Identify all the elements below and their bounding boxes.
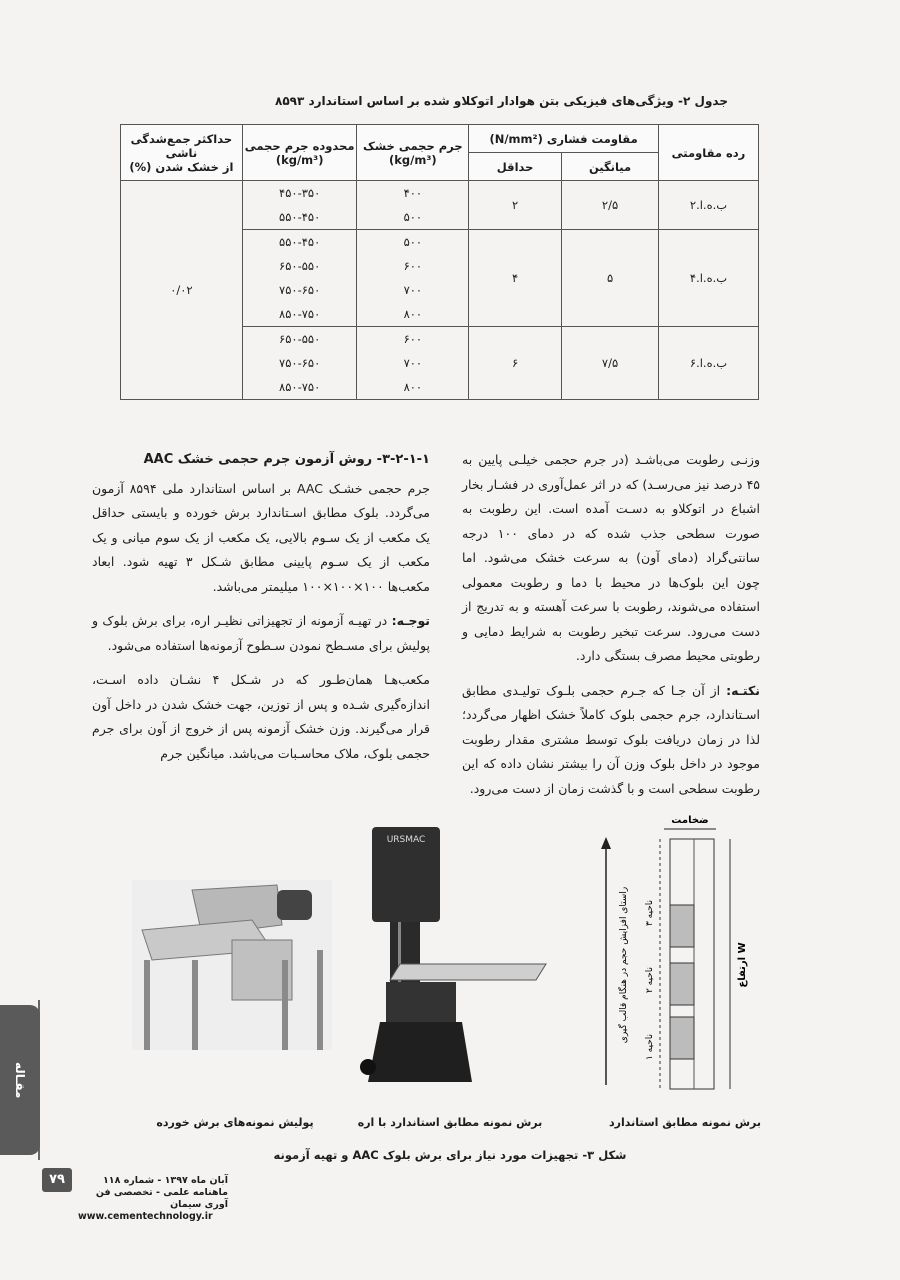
cell-mean: ۷/۵ <box>562 327 659 400</box>
diagram-label: برش نمونه مطابق استاندارد <box>609 1116 761 1129</box>
left-text-column <box>92 448 430 776</box>
cell-class: ب.ه.ا.۶ <box>658 327 758 400</box>
paragraph: وزنـی رطوبت می‌باشـد (در جرم حجمی خیلـی پایین به ۴۵ درصد نیز می‌رسـد) که در اثر عمل‌آوری در فشـار بخار اشباع در اتوکلاو به دسـت آمده است. این رطوبت به صورت سطحی جذب شده که در دمای ۱۰۰ درجه سانتی‌گراد (دمای آون) به سرعت خشک می‌شود. اما چون این بلوک‌ها در محیط با دما و رطوبت معمولی استفاده می‌شوند، رطوبت با سرعت آهسته و به تدریج از دست می‌رود. سرعت تبخیر رطوبت به شرایط دمایی و رطوبتی محیط مصرف بستگی دارد. <box>462 452 760 663</box>
header-compressive: مقاومت فشاری (N/mm²) <box>469 125 659 153</box>
footer-info <box>78 1175 228 1223</box>
saw-brand: URSMAC <box>386 835 426 845</box>
cell-mean: ۵ <box>562 230 659 327</box>
cell-densities: ۶۰۰ ۷۰۰ ۸۰۰ <box>357 327 469 400</box>
note-paragraph: توجـه: در تهیـه آزمونه از تجهیزاتی نظیـر اره، برای برش بلوک و پولیش برای مسـطح نمودن سـطوح آزمونه‌ها استفاده می‌شود. <box>92 613 430 653</box>
cell-min: ۶ <box>469 327 562 400</box>
right-text-column <box>462 448 760 811</box>
paragraph: جرم حجمی خشـک AAC بر اساس استاندارد ملی ۸۵۹۴ آزمون می‌گردد. بلوک مطابق اسـتاندارد برش خورده و بایستی حداقل یک مکعب از یک سـوم بالایی، یک مکعب از یک سوم میانی و یک مکعب از یک سـوم پایینی مطابق شـکل ۳ تهیه شود. ابعاد مکعب‌ها ۱۰۰×۱۰۰×۱۰۰ میلیمتر می‌باشد. <box>92 480 430 594</box>
header-density-range: محدوده جرم حجمی (kg/m³) <box>242 125 357 181</box>
header-class: رده مقاومتی <box>658 125 758 181</box>
header-mean: میانگین <box>562 153 659 181</box>
cell-densities: ۴۰۰ ۵۰۰ <box>357 181 469 230</box>
svg-text:ناحیه ۳: ناحیه ۳ <box>645 899 655 927</box>
header-shrinkage: حداکثر جمع‌شدگی ناشی از خشک شدن (%) <box>121 125 243 181</box>
cell-ranges: ۶۵۰-۵۵۰ ۷۵۰-۶۵۰ ۸۵۰-۷۵۰ <box>242 327 357 400</box>
header-min: حداقل <box>469 153 562 181</box>
saw-label: برش نمونه مطابق استاندارد با اره <box>357 1116 543 1129</box>
issue-info: آبان ماه ۱۳۹۷ - شماره ۱۱۸ <box>102 1175 228 1186</box>
cell-shrinkage: ۰/۰۲ <box>121 181 243 400</box>
svg-text:ارتفاع W: ارتفاع W <box>737 942 748 988</box>
cell-class: ب.ه.ا.۲ <box>658 181 758 230</box>
table-row <box>121 181 759 230</box>
svg-text:راستای افزایش حجم در هنگام قال: راستای افزایش حجم در هنگام قالب گیری <box>619 886 629 1044</box>
cell-min: ۴ <box>469 230 562 327</box>
header-dry-density: جرم حجمی خشک (kg/m³) <box>357 125 469 181</box>
cell-ranges: ۵۵۰-۴۵۰ ۶۵۰-۵۵۰ ۷۵۰-۶۵۰ ۸۵۰-۷۵۰ <box>242 230 357 327</box>
svg-text:ناحیه ۱: ناحیه ۱ <box>645 1033 655 1061</box>
svg-text:ضخامت: ضخامت <box>671 815 709 826</box>
magazine-name: ماهنامه علمی - تخصصی فن آوری سیمان <box>95 1187 228 1210</box>
website: www.cementechnology.ir <box>78 1211 213 1222</box>
section-tab: مقـاله <box>0 1005 40 1155</box>
section-heading: ۳-۲-۱-۱- روش آزمون جرم حجمی خشک AAC <box>143 452 430 467</box>
paragraph: مکعب‌هـا همان‌طـور که در شـکل ۴ نشـان داده اسـت، اندازه‌گیری شـده و پس از توزین، جهت خشک شدن در داخل آون قرار می‌گیرند. وزن خشک آزمونه پس از خروج از آون برای جرم حجمی بلوک، ملاک محاسـبات می‌باشد. میانگین جرم <box>92 672 430 761</box>
page-number: ۷۹ <box>42 1168 72 1192</box>
cell-ranges: ۴۵۰-۳۵۰ ۵۵۰-۴۵۰ <box>242 181 357 230</box>
polisher-label: پولیش نمونه‌های برش خورده <box>156 1116 314 1129</box>
cell-min: ۲ <box>469 181 562 230</box>
figure-caption: شکل ۳- تجهیزات مورد نیاز برای برش بلوک AAC و تهیه آزمونه <box>273 1148 627 1162</box>
note-paragraph: نکتـه: از آن جـا که جـرم حجمی بلـوک تولیـدی مطابق اسـتاندارد، جرم حجمی بلوک کاملاً خشک اظهار می‌گردد؛ لذا در زمان دریافت بلوک توسط مشتری مقدار رطوبت موجود در داخل بلوک وزن آن را بیشتر نشان داده که این رطوبت سطحی است و با گذشت زمان از دست می‌رود. <box>462 682 760 796</box>
cell-mean: ۲/۵ <box>562 181 659 230</box>
polisher-image <box>132 880 332 1050</box>
table-caption: جدول ۲- ویژگی‌های فیزیکی بتن هوادار اتوکلاو شده بر اساس استاندارد ۸۵۹۳ <box>275 94 728 108</box>
properties-table <box>120 124 759 400</box>
svg-text:ناحیه ۲: ناحیه ۲ <box>645 966 655 994</box>
band-saw-image <box>350 822 550 1092</box>
cell-class: ب.ه.ا.۴ <box>658 230 758 327</box>
cell-densities: ۵۰۰ ۶۰۰ ۷۰۰ ۸۰۰ <box>357 230 469 327</box>
cutting-diagram <box>590 815 780 1105</box>
